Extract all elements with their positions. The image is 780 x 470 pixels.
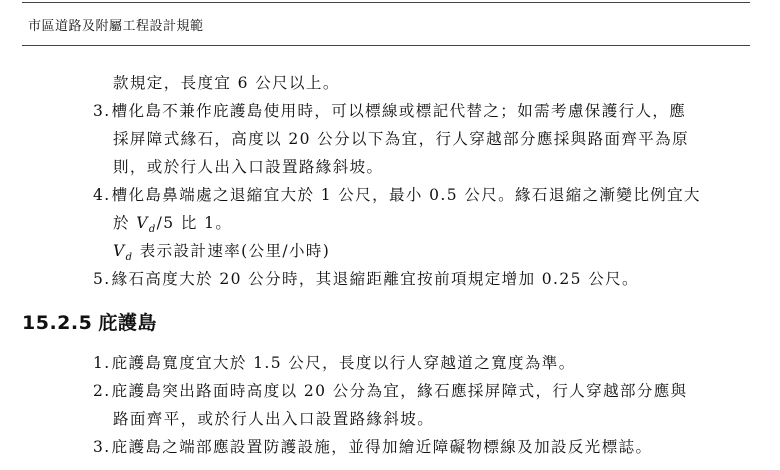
design-speed-definition xyxy=(113,241,330,268)
section-item-1-line-1 xyxy=(93,353,576,373)
list-item-4-line-2 xyxy=(113,213,232,240)
list-item-3-line-2 xyxy=(113,129,689,149)
section-item-2-text: 庇護島突出路面時高度以 20 公分為宜，緣石應採屏障式，行人穿越部分應與 xyxy=(111,382,688,400)
section-item-2-number: 2. xyxy=(93,382,111,400)
section-item-1-number: 1. xyxy=(93,354,111,372)
section-item-3-number: 3. xyxy=(93,438,111,456)
section-item-2-line-2 xyxy=(113,409,434,429)
continuation-line xyxy=(113,73,340,93)
running-header: 市區道路及附屬工程設計規範 xyxy=(28,19,204,34)
list-item-3-text-3: 則，或於行人出入口設置路緣斜坡。 xyxy=(113,158,384,176)
section-item-1-text: 庇護島寬度宜大於 1.5 公尺，長度以行人穿越道之寬度為準。 xyxy=(111,354,576,372)
section-number: 15.2.5 xyxy=(22,312,93,334)
list-item-3-text: 槽化島不兼作庇護島使用時，可以標線或標記代替之；如需考慮保護行人，應 xyxy=(111,102,687,120)
list-item-3-text-2: 採屏障式緣石，高度以 20 公分以下為宜，行人穿越部分應採與路面齊平為原 xyxy=(113,130,689,148)
list-item-4-number: 4. xyxy=(93,186,111,204)
design-speed-variable-2: $V_d$ xyxy=(113,242,134,264)
section-item-3-text: 庇護島之端部應設置防護設施，並得加繪近障礙物標線及加設反光標誌。 xyxy=(111,438,653,456)
list-item-4-line-1 xyxy=(93,185,701,205)
header-bottom-rule xyxy=(22,45,750,46)
list-item-5-text: 緣石高度大於 20 公分時，其退縮距離宜按前項規定增加 0.25 公尺。 xyxy=(111,270,639,288)
list-item-3-line-3 xyxy=(113,157,383,177)
section-heading xyxy=(22,311,157,335)
list-item-4-text-2-post: /5 比 1。 xyxy=(156,214,233,232)
design-speed-variable: $V_d$ xyxy=(136,214,157,236)
list-item-3-number: 3. xyxy=(93,102,111,120)
list-item-4-text-2-pre: 於 xyxy=(113,214,137,232)
section-item-3-line-1 xyxy=(93,437,652,457)
list-item-3-line-1 xyxy=(93,101,686,121)
section-item-2-line-1 xyxy=(93,381,688,401)
list-item-5-number: 5. xyxy=(93,270,111,288)
design-speed-definition-text: 表示設計速率(公里/小時) xyxy=(133,242,331,260)
list-item-5-line-1 xyxy=(93,269,639,289)
list-item-4-text: 槽化島鼻端處之退縮宜大於 1 公尺，最小 0.5 公尺。緣石退縮之漸變比例宜大 xyxy=(111,186,701,204)
continuation-text: 款規定，長度宜 6 公尺以上。 xyxy=(113,74,340,92)
section-item-2-text-2: 路面齊平，或於行人出入口設置路緣斜坡。 xyxy=(113,410,435,428)
section-title: 庇護島 xyxy=(98,312,157,334)
header-top-rule xyxy=(22,2,750,3)
